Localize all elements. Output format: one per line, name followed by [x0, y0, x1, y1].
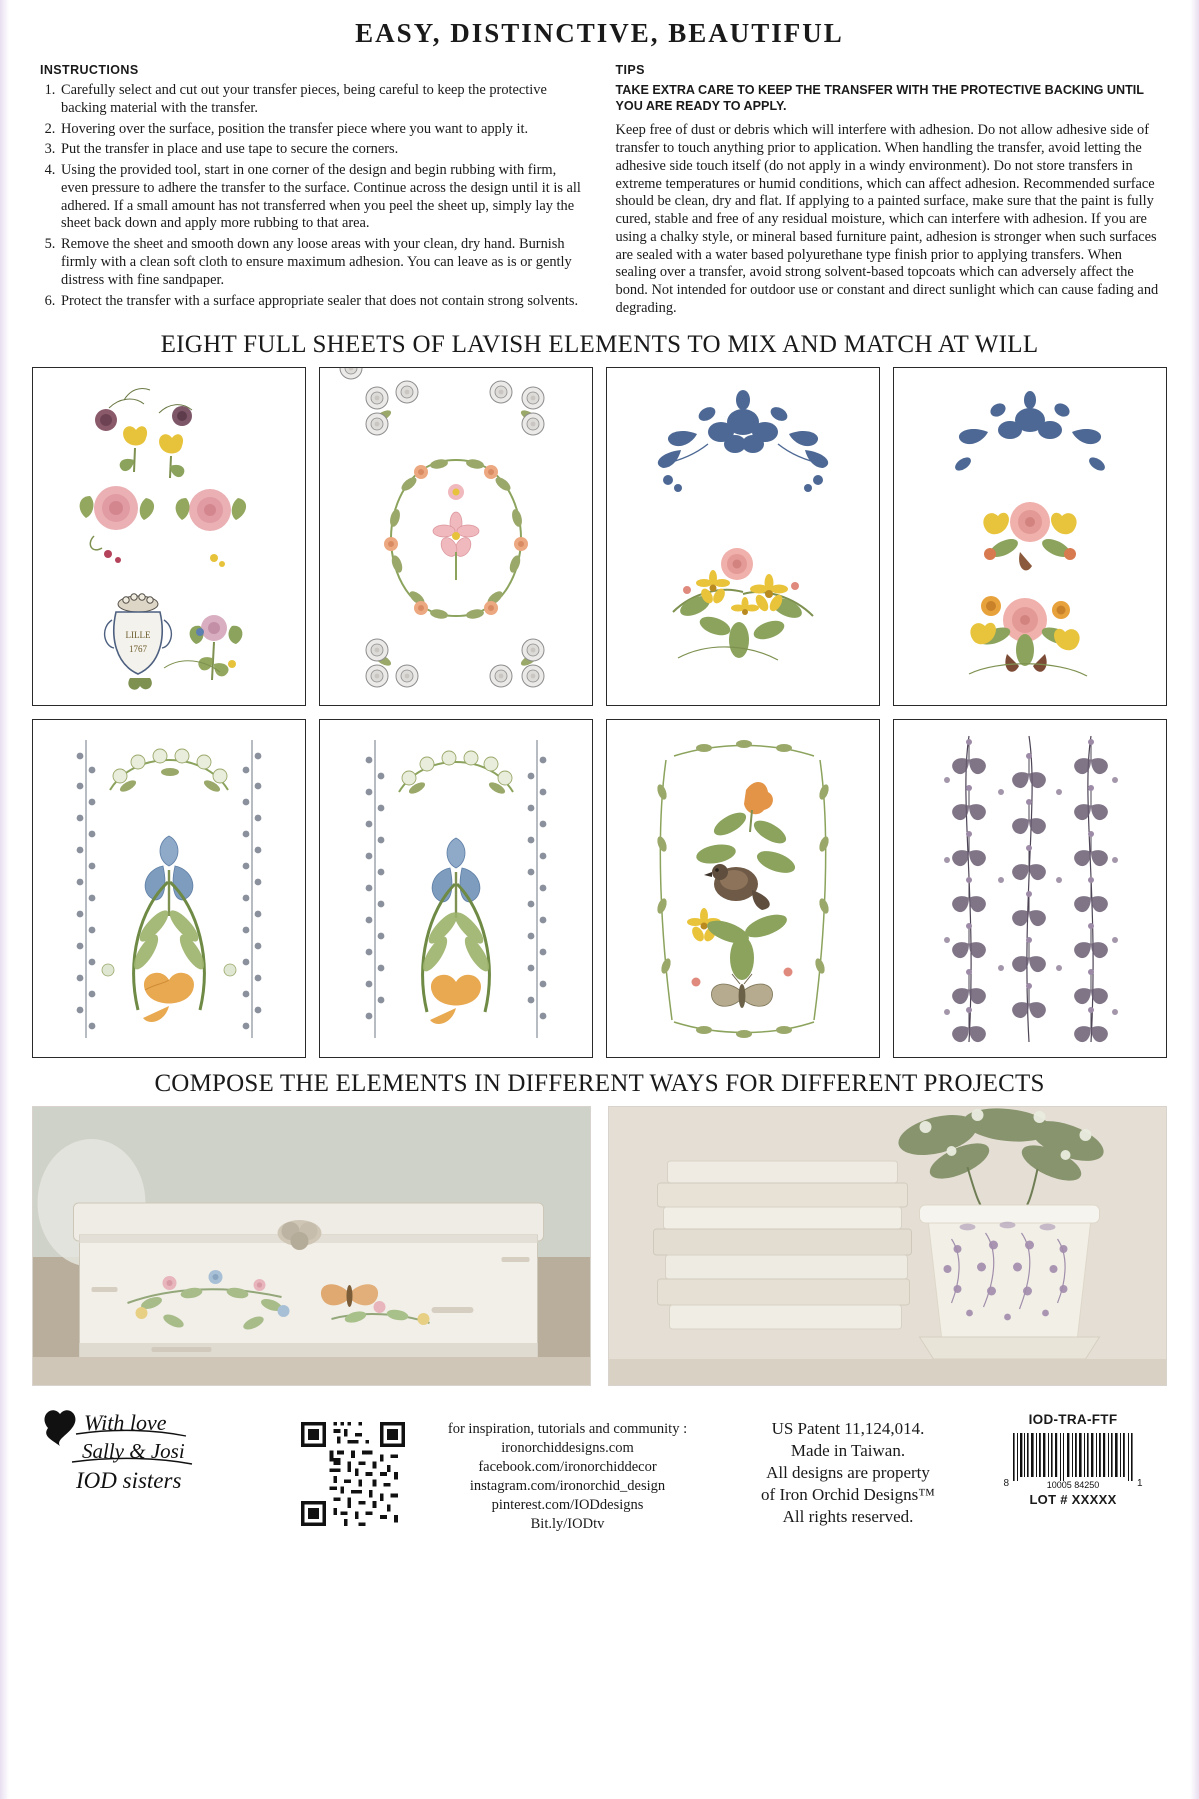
svg-text:1767: 1767 [129, 643, 147, 654]
project-photos [22, 1106, 1177, 1386]
sheet-2-artwork [320, 368, 592, 705]
sheet-grid [22, 367, 1177, 1058]
rights-line-1: All designs are property [766, 1463, 930, 1482]
sheet-8-artwork [894, 720, 1166, 1057]
instructions-column [40, 63, 584, 318]
footer [22, 1386, 1177, 1535]
sheet-thumb-1 [32, 367, 306, 706]
page-title: EASY, DISTINCTIVE, BEAUTIFUL [355, 18, 844, 48]
signature-block [36, 1400, 284, 1505]
link-video[interactable]: Bit.ly/IODtv [530, 1516, 605, 1533]
barcode-block [983, 1400, 1163, 1507]
instructions-list [40, 82, 584, 310]
svg-text:10005 84250: 10005 84250 [1046, 1479, 1100, 1489]
barcode [983, 1431, 1163, 1489]
instructions-heading: INSTRUCTIONS [40, 63, 139, 77]
instructions-tips-columns [22, 63, 1177, 318]
link-pinterest[interactable]: pinterest.com/IODdesigns [491, 1497, 644, 1514]
svg-text:Sally & Josi: Sally & Josi [82, 1438, 185, 1463]
links-intro: for inspiration, tutorials and community : [447, 1420, 688, 1437]
sheet-thumb-3 [606, 367, 880, 706]
legal-block [723, 1400, 973, 1528]
instruction-step: 2. Hovering over the surface, position the transfer piece where you want to apply it. [59, 121, 584, 139]
instruction-step: 6. Protect the transfer with a surface appropriate sealer that does not contain strong solvents. [59, 293, 584, 311]
sheet-thumb-8 [893, 719, 1167, 1058]
instruction-step: 5. Remove the sheet and smooth down any loose areas with your clean, dry hand. Burnish firmly with a clean soft cloth to ensure maximum adhesion. You can leave as is or gently distress with fine sandpaper. [59, 236, 584, 289]
sheet-thumb-7 [606, 719, 880, 1058]
instruction-step: 3. Put the transfer in place and use tape to secure the corners. [59, 141, 584, 159]
made-in-line: Made in Taiwan. [790, 1440, 906, 1460]
sheet-4-artwork [894, 368, 1166, 705]
compose-banner: COMPOSE THE ELEMENTS IN DIFFERENT WAYS FOR DIFFERENT PROJECTS [154, 1069, 1045, 1097]
qr-code-block[interactable] [294, 1400, 412, 1526]
tips-heading: TIPS [615, 63, 645, 77]
instruction-step: 4. Using the provided tool, start in one corner of the design and begin rubbing with firm, even pressure to adhere the transfer to the surface. Continue across the design until it is all adhered. If a small amount has not transferred when you peel the sheet up, simply lay the sheet back down and apply more rubbing to that area. [59, 162, 584, 233]
svg-text:LILLE: LILLE [125, 629, 151, 640]
svg-text:With love: With love [84, 1409, 167, 1435]
sheet-thumb-6 [319, 719, 593, 1058]
tips-column [616, 63, 1160, 318]
signature-artwork [36, 1400, 284, 1500]
link-website[interactable]: ironorchiddesigns.com [501, 1439, 634, 1456]
sheet-thumb-2 [319, 367, 593, 706]
lot-number: LOT # XXXXX [1029, 1491, 1117, 1507]
link-facebook[interactable]: facebook.com/ironorchiddecor [478, 1459, 657, 1476]
tips-lead-text: TAKE EXTRA CARE TO KEEP THE TRANSFER WITH THE PROTECTIVE BACKING UNTIL YOU ARE READY TO APPLY. [615, 83, 1144, 114]
photo-flower-pot [608, 1106, 1167, 1386]
barcode-bars [1011, 1431, 1135, 1489]
sku-code: IOD-TRA-FTF [1028, 1411, 1118, 1427]
sheet-6-artwork [320, 720, 592, 1057]
rights-line-2: of Iron Orchid Designs™ [761, 1485, 935, 1505]
sheets-banner: EIGHT FULL SHEETS OF LAVISH ELEMENTS TO MIX AND MATCH AT WILL [160, 330, 1039, 358]
photo-painted-box [32, 1106, 591, 1386]
sheet-5-artwork [33, 720, 305, 1057]
links-block [422, 1400, 713, 1535]
sheet-7-artwork [607, 720, 879, 1057]
sheet-thumb-5 [32, 719, 306, 1058]
link-instagram[interactable]: instagram.com/ironorchid_design [469, 1478, 666, 1495]
sheet-3-artwork [607, 368, 879, 705]
qr-code[interactable] [301, 1422, 405, 1526]
sheet-1-artwork [33, 368, 305, 705]
sheet-thumb-4 [893, 367, 1167, 706]
barcode-left-digit: 8 [1003, 1477, 1009, 1489]
svg-text:IOD sisters: IOD sisters [76, 1467, 182, 1493]
instruction-step: 1. Carefully select and cut out your transfer pieces, being careful to keep the protective backing material with the transfer. [59, 82, 584, 118]
barcode-right-digit: 1 [1137, 1477, 1143, 1489]
patent-line: US Patent 11,124,014. [771, 1418, 925, 1438]
rights-line-3: All rights reserved. [782, 1507, 914, 1527]
tips-body-text: Keep free of dust or debris which will interfere with adhesion. Do not allow adhesive side of transfer to touch anything prior to application. When handling the transfer, avoid letting the adhesive side touch itself (do not apply in a windy environment). Do not store transfers in extreme temperatures or humid conditions, which can affect adhesion. Recommended surface should be clean, dry and flat. If applying to a painted surface, make sure that the paint is fully cured, stable and free of any residual moisture, which can interfere with adhesion. If you are using a chalky style, or mineral based furniture paint, adhesion is stronger when such surfaces are sealed with a water based polyurethane type finish prior to applying transfers. When sealing over a transfer, avoid strong solvent-based topcoats which can adversely affect the bond. Not intended for outdoor use or constant and direct sunlight which can cause fading and degrading. [615, 122, 1159, 317]
